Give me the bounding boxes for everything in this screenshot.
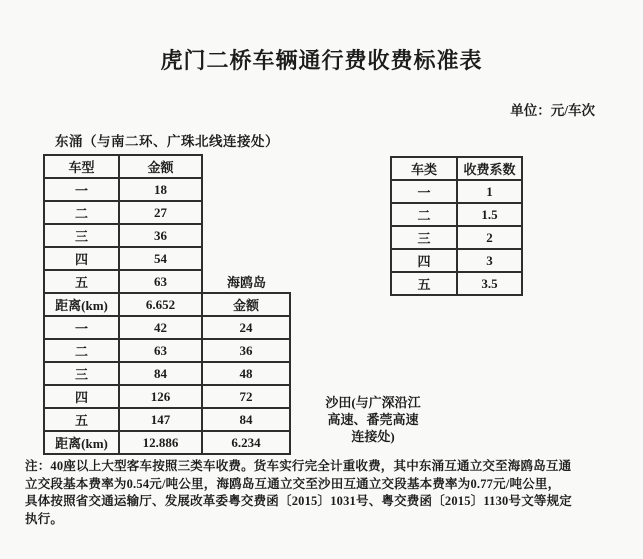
distance-row [44, 293, 290, 316]
distance-row [44, 431, 290, 454]
cell-distance-value: 6.652 [119, 293, 202, 316]
table-row [44, 339, 290, 362]
footnote-line: 注：40座以上大型客车按照三类车收费。货车实行完全计重收费，其中东涌互通立交至海鸥岛互通 [25, 459, 572, 473]
unit-label: 单位：元/车次 [510, 103, 595, 118]
footnote-line: 立交段基本费率为0.54元/吨公里，海鸥岛互通立交至沙田互通立交段基本费率为0.77元/吨公里， [25, 476, 561, 491]
cell-vehicle-class: 二 [44, 201, 119, 224]
cell-amount: 18 [119, 178, 202, 201]
cell-haiou-amount: 72 [202, 385, 290, 408]
cell-vehicle-class: 二 [44, 339, 119, 362]
toll-coefficient-table [390, 156, 523, 296]
cell-distance-label: 距离(km) [44, 293, 119, 316]
cell-amount: 42 [119, 316, 202, 339]
cell-amount: 63 [119, 339, 202, 362]
cell-vehicle-class: 三 [44, 224, 119, 247]
cell-amount: 54 [119, 247, 202, 270]
haiou-island-label: 海鸥岛 [226, 275, 266, 290]
cell-haiou-amount: 24 [202, 316, 290, 339]
table-header-row [44, 155, 290, 178]
footnote-line: 具体按照省交通运输厅、发展改革委粤交费函〔2015〕1031号、粤交费函〔2015〕1130号文等规定 [25, 494, 573, 508]
table-row [44, 201, 290, 224]
table-row [44, 270, 290, 293]
cell-vehicle-class: 五 [44, 408, 119, 431]
table-row [391, 249, 522, 272]
cell-amount: 63 [119, 270, 202, 293]
cell-haiou-amount: 36 [202, 339, 290, 362]
column-header-coefficient: 收费系数 [457, 157, 522, 180]
spacer-cell [202, 247, 290, 270]
cell-coefficient: 2 [457, 226, 522, 249]
table-row [44, 178, 290, 201]
table-row [391, 272, 522, 295]
table-row [44, 224, 290, 247]
cell-vehicle-class: 三 [391, 226, 457, 249]
spacer-cell [202, 201, 290, 224]
cell-coefficient: 3 [457, 249, 522, 272]
cell-haiou-amount: 48 [202, 362, 290, 385]
cell-vehicle-class: 四 [44, 385, 119, 408]
dongchong-caption: 东涌（与南二环、广珠北线连接处） [55, 134, 279, 149]
cell-distance-label: 距离(km) [44, 431, 119, 454]
spacer-cell [202, 178, 290, 201]
dongchong-toll-table [43, 154, 291, 455]
cell-coefficient: 3.5 [457, 272, 522, 295]
page-title: 虎门二桥车辆通行费收费标准表 [160, 48, 483, 73]
column-header-vehicle-type: 车型 [44, 155, 119, 178]
spacer-cell [202, 155, 290, 178]
cell-amount: 84 [119, 362, 202, 385]
table-row [44, 316, 290, 339]
table-row [44, 247, 290, 270]
table-header-row [391, 157, 522, 180]
shatian-connection-label [295, 394, 451, 445]
cell-vehicle-class: 五 [44, 270, 119, 293]
spacer-cell [202, 224, 290, 247]
table-row [391, 203, 522, 226]
cell-haiou-amount: 84 [202, 408, 290, 431]
cell-vehicle-class: 一 [391, 180, 457, 203]
table-row [391, 180, 522, 203]
cell-vehicle-class: 四 [44, 247, 119, 270]
cell-amount: 36 [119, 224, 202, 247]
shatian-label-line: 沙田(与广深沿江 [325, 395, 421, 410]
shatian-label-line: 高速、番莞高速 [327, 412, 419, 427]
cell-coefficient: 1.5 [457, 203, 522, 226]
cell-vehicle-class: 二 [391, 203, 457, 226]
table-row [44, 408, 290, 431]
cell-amount: 126 [119, 385, 202, 408]
table-row [44, 362, 290, 385]
cell-vehicle-class: 一 [44, 178, 119, 201]
cell-vehicle-class: 一 [44, 316, 119, 339]
cell-vehicle-class: 三 [44, 362, 119, 385]
cell-vehicle-class: 四 [391, 249, 457, 272]
footnote [25, 458, 627, 528]
cell-coefficient: 1 [457, 180, 522, 203]
table-row [44, 385, 290, 408]
footnote-line: 执行。 [25, 511, 64, 526]
column-header-vehicle-category: 车类 [391, 157, 457, 180]
column-header-haiou-amount: 金额 [202, 293, 290, 316]
table-row [391, 226, 522, 249]
cell-haiou-distance-value: 6.234 [202, 431, 290, 454]
cell-amount: 27 [119, 201, 202, 224]
cell-vehicle-class: 五 [391, 272, 457, 295]
cell-amount: 147 [119, 408, 202, 431]
cell-distance-value: 12.886 [119, 431, 202, 454]
shatian-label-line: 连接处) [351, 429, 395, 444]
column-header-amount: 金额 [119, 155, 202, 178]
